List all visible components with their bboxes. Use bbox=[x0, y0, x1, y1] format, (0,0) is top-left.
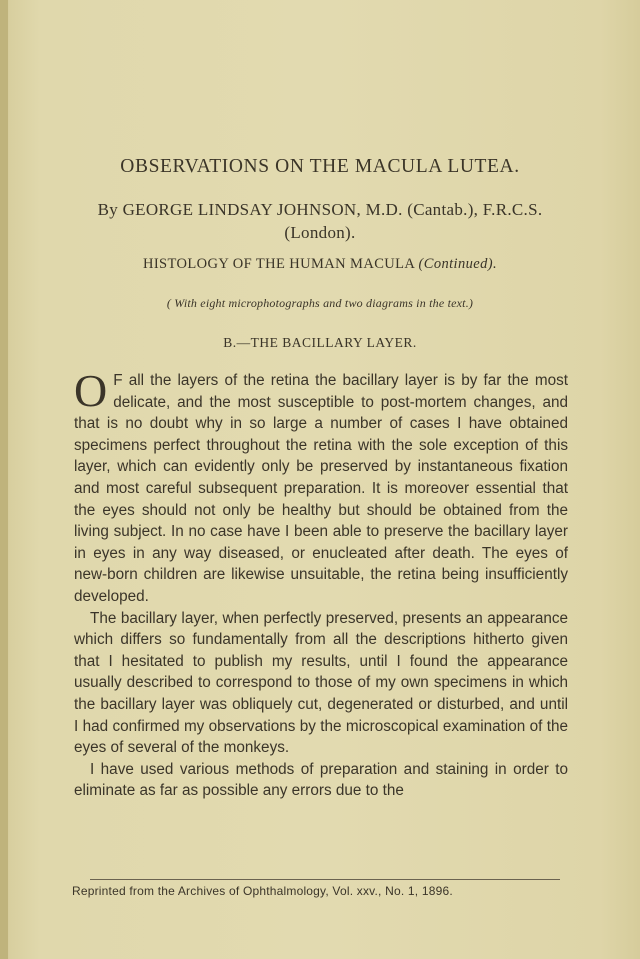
paragraph: I have used various methods of preparation and staining in order to eliminate as far as possible any errors due to the bbox=[74, 760, 568, 800]
paragraph bbox=[74, 365, 568, 608]
page-edge bbox=[0, 0, 8, 959]
article-title: OBSERVATIONS ON THE MACULA LUTEA. bbox=[120, 156, 520, 177]
paragraph-text: F all the layers of the retina the bacillary layer is by far the most delicate, and the most susceptible to post-mortem changes, and that is no doubt why in so large a number of cases I have obtained specimens perfect throughout the retina with the sole exception of this layer, which can evidently only be preserved by instantaneous fixation and most careful subsequent preparation. It is moreover essential that the eyes should not only be healthy but should be obtained from the living subject. In no case have I been able to preserve the bacillary layer in eyes in any way diseased, or enucleated after death. The eyes of new-born children are likewise unsuitable, the retina being insufficiently developed. bbox=[74, 372, 568, 605]
footer-rule bbox=[90, 879, 560, 880]
author-location: (London). bbox=[284, 223, 356, 242]
author-line: By GEORGE LINDSAY JOHNSON, M.D. (Cantab.), F.R.C.S. bbox=[97, 200, 543, 219]
subtitle-continued: (Continued). bbox=[418, 256, 498, 272]
subtitle bbox=[0, 256, 640, 273]
section-heading: B.—THE BACILLARY LAYER. bbox=[223, 335, 417, 350]
subtitle-text: HISTOLOGY OF THE HUMAN MACULA bbox=[142, 256, 415, 272]
reprint-footer: Reprinted from the Archives of Ophthalmology, Vol. xxv., No. 1, 1896. bbox=[72, 884, 453, 898]
body-text bbox=[74, 365, 568, 802]
paragraph: The bacillary layer, when perfectly preserved, presents an appearance which differs so fundamentally from all the descriptions hitherto given that I hesitated to publish my results, until I found the appearance usually described to correspond to those of my own specimens in which the bacillary layer was obliquely cut, degenerated or disturbed, and until I had confirmed my observations by the microscopical examination of the eyes of several of the monkeys. bbox=[74, 609, 568, 757]
author-block bbox=[0, 198, 640, 244]
illustration-note: ( With eight microphotographs and two diagrams in the text.) bbox=[166, 296, 474, 310]
drop-cap: O bbox=[74, 365, 108, 416]
